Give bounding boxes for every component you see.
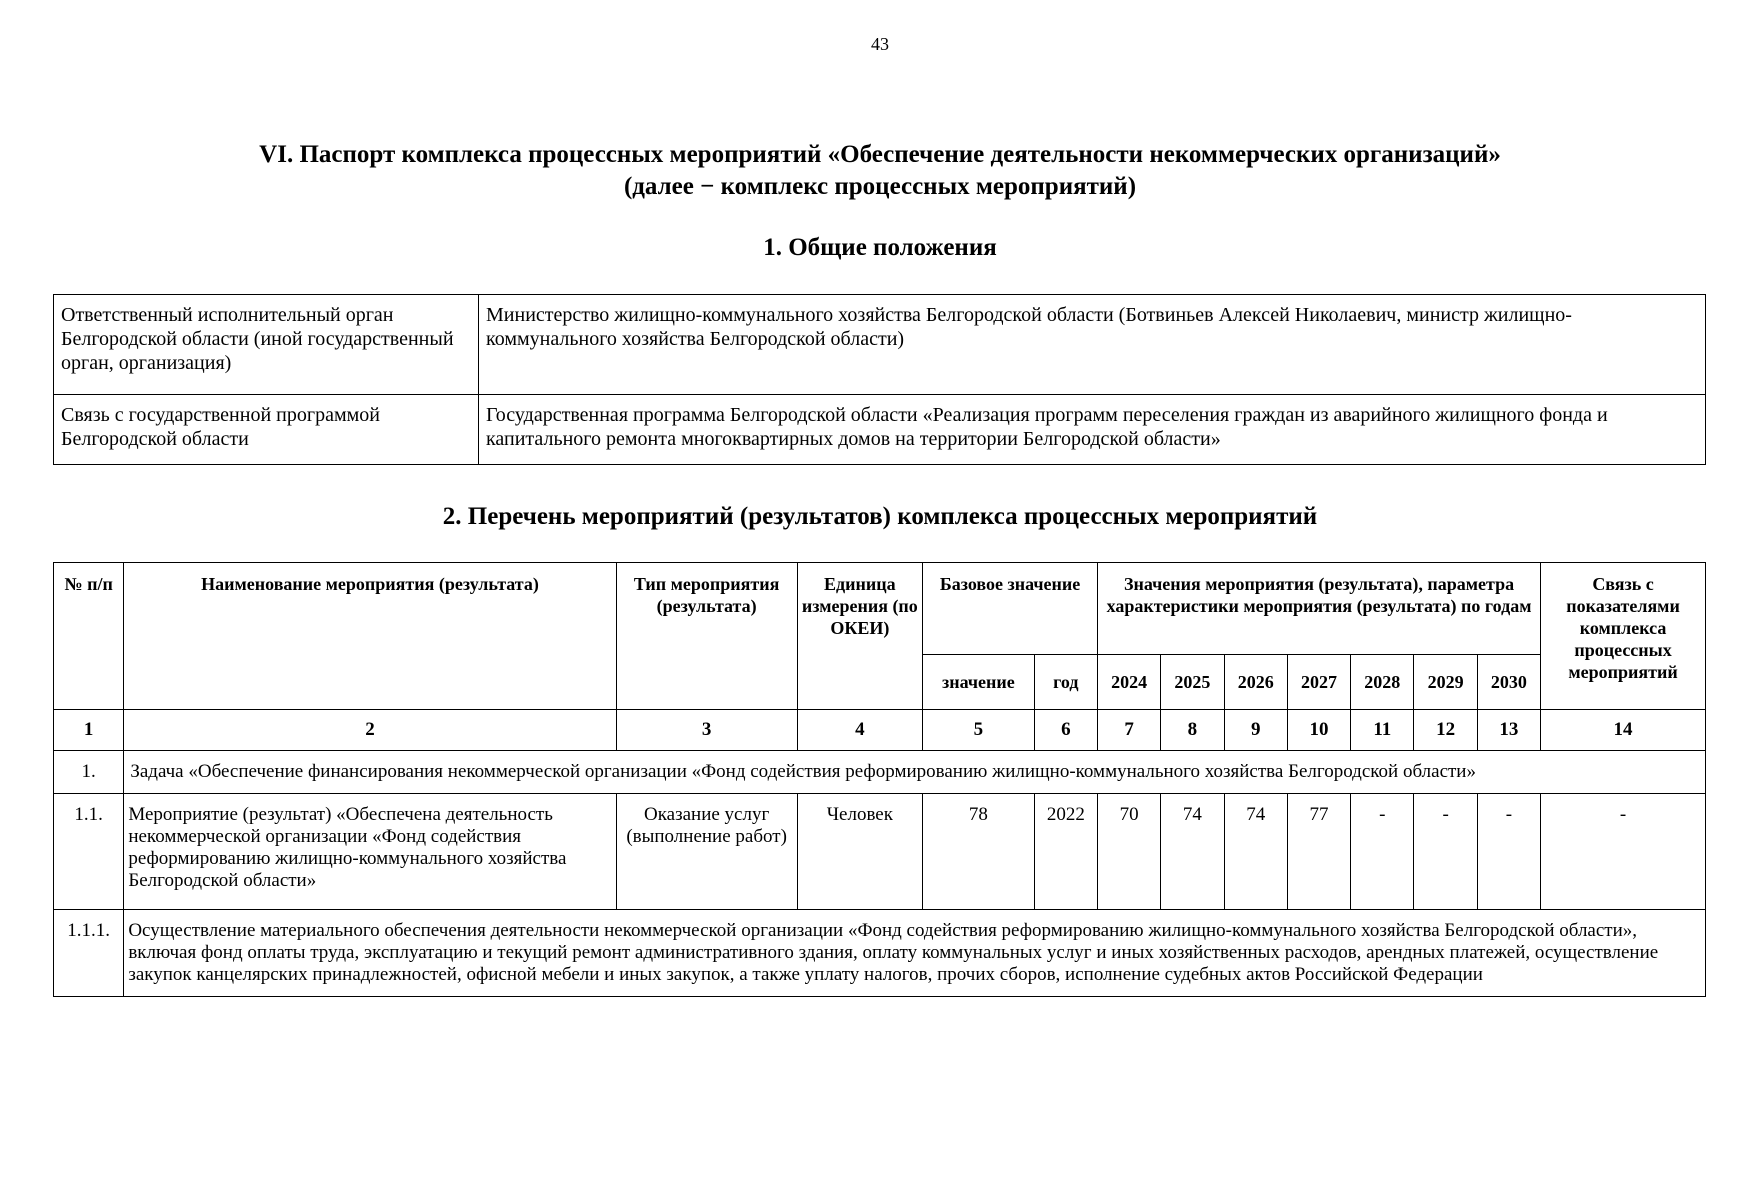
- event-value-2026: 74: [1224, 794, 1287, 910]
- event-value-2024: 70: [1097, 794, 1160, 910]
- header-name: Наименование мероприятия (результата): [124, 563, 616, 710]
- responsible-label: Ответственный исполнительный орган Белгородской области (иной государственный орган, организация): [54, 295, 479, 395]
- events-table: [53, 562, 1706, 997]
- event-row: [54, 794, 1706, 910]
- responsible-value: Министерство жилищно-коммунального хозяйства Белгородской области (Ботвиньев Алексей Николаевич, министр жилищно-коммунального хозяйства Белгородской области): [479, 295, 1706, 395]
- column-number: 3: [616, 710, 797, 751]
- event-value-2029: -: [1414, 794, 1477, 910]
- event-value-2027: 77: [1287, 794, 1350, 910]
- column-number: 11: [1351, 710, 1414, 751]
- event-unit: Человек: [797, 794, 923, 910]
- column-number: 8: [1161, 710, 1224, 751]
- header-year: 2024: [1097, 655, 1160, 710]
- column-number: 10: [1287, 710, 1350, 751]
- column-number: 6: [1034, 710, 1097, 751]
- column-number: 12: [1414, 710, 1477, 751]
- column-number: 5: [923, 710, 1035, 751]
- page-title-line1: VI. Паспорт комплекса процессных мероприятий «Обеспечение деятельности некоммерческих организаций»: [259, 141, 1501, 168]
- header-year: 2026: [1224, 655, 1287, 710]
- event-base-value: 78: [923, 794, 1035, 910]
- program-link-value: Государственная программа Белгородской области «Реализация программ переселения граждан из аварийного жилищного фонда и капитального ремонта многоквартирных домов на территории Белгородской области»: [479, 395, 1706, 465]
- subevent-row: [54, 910, 1706, 997]
- column-numbers-row: [54, 710, 1706, 751]
- table-row: [54, 395, 1706, 465]
- table-row: [54, 295, 1706, 395]
- header-year: 2028: [1351, 655, 1414, 710]
- header-year: 2030: [1477, 655, 1540, 710]
- page-number: 43: [871, 34, 889, 54]
- event-num: 1.1.: [54, 794, 124, 910]
- task-text: Задача «Обеспечение финансирования некоммерческой организации «Фонд содействия реформированию жилищно-коммунального хозяйства Белгородской области»: [124, 751, 1706, 794]
- column-number: 9: [1224, 710, 1287, 751]
- section1-heading: 1. Общие положения: [763, 234, 997, 261]
- header-row: [54, 563, 1706, 655]
- task-num: 1.: [54, 751, 124, 794]
- column-number: 14: [1541, 710, 1706, 751]
- subevent-num: 1.1.1.: [54, 910, 124, 997]
- event-value-2025: 74: [1161, 794, 1224, 910]
- task-row: [54, 751, 1706, 794]
- header-base-year: год: [1034, 655, 1097, 710]
- header-num: № п/п: [54, 563, 124, 710]
- header-year: 2029: [1414, 655, 1477, 710]
- subevent-text: Осуществление материального обеспечения деятельности некоммерческой организации «Фонд содействия реформированию жилищно-коммунального хозяйства Белгородской области», включая фонд оплаты труда, эксплуатацию и текущий ремонт административного здания, оплату коммунальных услуг и иных хозяйственных расходов, арендных платежей, осуществление закупок канцелярских принадлежностей, офисной мебели и иных закупок, а также уплату налогов, прочих сборов, исполнение судебных актов Российской Федерации: [124, 910, 1706, 997]
- section2-heading: 2. Перечень мероприятий (результатов) комплекса процессных мероприятий: [442, 503, 1318, 530]
- header-base: Базовое значение: [923, 563, 1098, 655]
- header-type: Тип мероприятия (результата): [616, 563, 797, 710]
- header-link: Связь с показателями комплекса процессных мероприятий: [1541, 563, 1706, 710]
- page-title-line2: (далее − комплекс процессных мероприятий): [623, 173, 1137, 200]
- header-values: Значения мероприятия (результата), параметра характеристики мероприятия (результата) по годам: [1097, 563, 1540, 655]
- column-number: 2: [124, 710, 616, 751]
- column-number: 13: [1477, 710, 1540, 751]
- column-number: 7: [1097, 710, 1160, 751]
- event-name: Мероприятие (результат) «Обеспечена деятельность некоммерческой организации «Фонд содействия реформированию жилищно-коммунального хозяйства Белгородской области»: [124, 794, 616, 910]
- event-link: -: [1541, 794, 1706, 910]
- header-year: 2025: [1161, 655, 1224, 710]
- event-type: Оказание услуг (выполнение работ): [616, 794, 797, 910]
- event-value-2030: -: [1477, 794, 1540, 910]
- header-unit: Единица измерения (по ОКЕИ): [797, 563, 923, 710]
- header-year: 2027: [1287, 655, 1350, 710]
- header-base-value: значение: [923, 655, 1035, 710]
- page-title: [0, 139, 1760, 203]
- event-base-year: 2022: [1034, 794, 1097, 910]
- column-number: 4: [797, 710, 923, 751]
- program-link-label: Связь с государственной программой Белгородской области: [54, 395, 479, 465]
- column-number: 1: [54, 710, 124, 751]
- general-provisions-table: [53, 294, 1706, 465]
- event-value-2028: -: [1351, 794, 1414, 910]
